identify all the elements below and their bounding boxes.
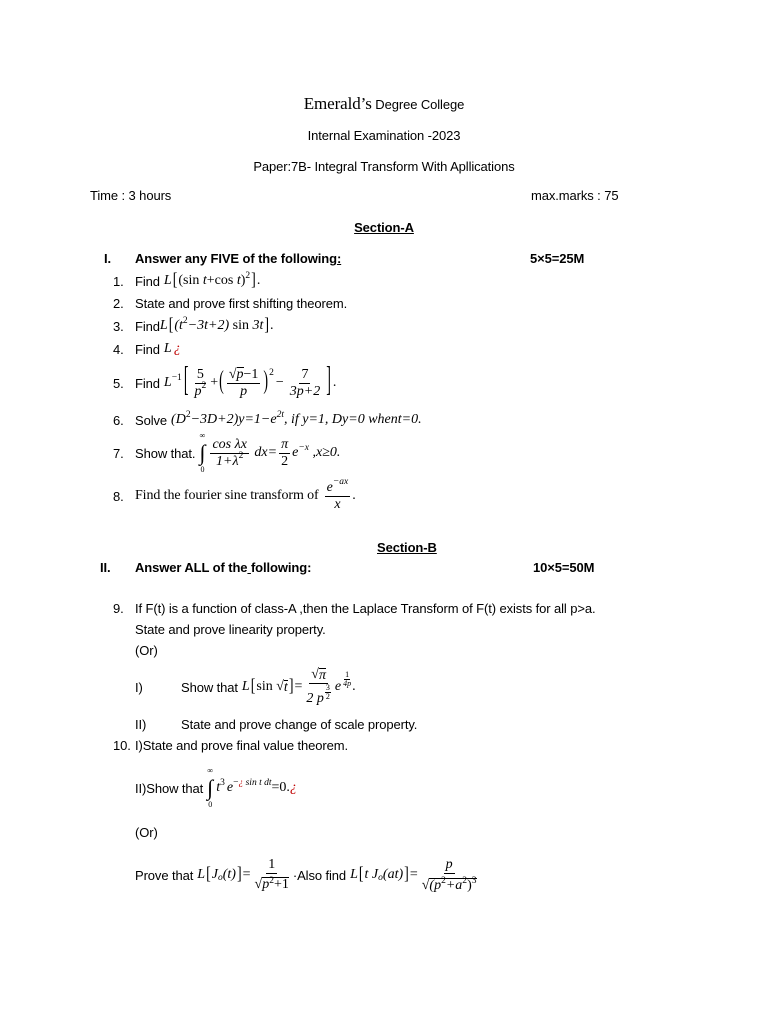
question-5	[0, 360, 336, 406]
exponent: −ax	[332, 477, 349, 488]
radicand-part: +a	[445, 877, 463, 893]
exponent: 2t	[276, 409, 284, 420]
expression-part: ,x≥0.	[308, 445, 341, 460]
math-expression	[163, 363, 337, 401]
missing-glyph-mark: ¿	[173, 341, 181, 356]
question-2	[0, 294, 347, 312]
denominator	[214, 451, 245, 470]
numerator: cos λx	[212, 436, 247, 452]
math-expression	[164, 341, 181, 357]
section-b-title: Section-B	[377, 540, 437, 555]
subscript: o	[217, 873, 223, 884]
exponent: 2	[201, 381, 207, 392]
function-sin: sin	[256, 679, 277, 694]
question-number: 10.	[113, 737, 131, 753]
college-suffix: Degree College	[375, 97, 465, 112]
bessel-function: t J	[364, 867, 379, 882]
laplace-operator: L	[241, 679, 250, 694]
time-label: Time : 3 hours	[90, 188, 172, 203]
question-lead: Show that	[181, 679, 238, 695]
integral-lower-limit: 0	[200, 465, 205, 474]
radicand	[429, 878, 476, 894]
left-bracket: [	[183, 363, 189, 401]
question-6	[0, 411, 422, 429]
exponent: 2	[245, 270, 251, 281]
equals-sign: =	[294, 679, 303, 694]
part-label: I)	[135, 679, 143, 695]
fraction	[420, 857, 479, 894]
section-a-title: Section-A	[354, 220, 414, 235]
exponent: −x	[298, 442, 309, 453]
inverse-exponent: −1	[171, 372, 182, 383]
right-bracket: ]	[236, 865, 242, 884]
exponent-denominator: 2	[325, 692, 330, 702]
question-10-or	[0, 823, 158, 841]
fraction	[325, 477, 351, 513]
question-9-line-2	[0, 620, 326, 638]
question-lead: Show that.	[135, 445, 196, 461]
question-text: State and prove change of scale property.	[181, 716, 418, 732]
exponent: 2	[441, 876, 446, 887]
integral-lower-limit: 0	[208, 800, 213, 809]
left-bracket: [	[168, 316, 174, 335]
right-bracket: ]	[404, 865, 409, 884]
integral-sign: ∫	[207, 775, 214, 800]
exponent-part: sin t dt	[243, 777, 272, 788]
exponent: 2	[269, 368, 274, 379]
question-4	[0, 340, 181, 358]
left-bracket: [	[172, 271, 178, 290]
expression-part: (D	[171, 412, 186, 427]
question-9-part-2	[0, 715, 417, 733]
denominator	[192, 381, 208, 400]
integral-upper-limit: ∞	[207, 766, 214, 775]
exponential-base: e	[326, 479, 333, 495]
question-10	[0, 736, 348, 754]
question-text: State and prove first shifting theorem.	[135, 295, 348, 311]
period: .	[352, 488, 356, 503]
right-bracket: ]	[264, 316, 270, 335]
section-a-marks: 5×5=25M	[530, 251, 585, 266]
period: .	[332, 375, 337, 390]
expression-part: (at)	[382, 867, 404, 882]
denominator	[420, 874, 479, 894]
math-expression	[199, 431, 340, 475]
denominator: 2	[281, 453, 289, 469]
function-sin: sin	[183, 273, 200, 288]
section-a-roman: I.	[104, 251, 112, 266]
fractional-exponent	[325, 684, 331, 701]
integral	[207, 766, 213, 810]
exponent: 3	[471, 876, 477, 887]
exponent: 2	[185, 409, 191, 420]
numerator	[325, 477, 351, 497]
math-expression	[171, 409, 422, 428]
denominator	[304, 684, 333, 707]
expression-part: dx=	[250, 445, 278, 460]
radicand: t	[283, 679, 288, 695]
right-bracket: ]	[288, 677, 294, 696]
function-cos: cos	[214, 273, 234, 288]
question-text: State and prove linearity property.	[135, 621, 326, 637]
radicand: p	[236, 367, 244, 382]
laplace-operator: L	[197, 867, 206, 882]
radicand-part: +1	[273, 877, 289, 892]
college-name: Emerald’s	[303, 94, 372, 113]
question-9-or	[0, 641, 158, 659]
question-lead: Find	[135, 318, 160, 334]
question-lead: Solve	[135, 412, 168, 428]
plus-sign: +	[210, 375, 219, 390]
exponent-part: −	[233, 777, 239, 788]
fraction	[210, 437, 248, 470]
question-8	[0, 476, 356, 516]
integral-upper-limit: ∞	[199, 431, 206, 440]
integral-sign: ∫	[199, 440, 206, 465]
expression-part: 3t	[248, 318, 264, 333]
question-1	[0, 272, 260, 290]
question-number: 2.	[113, 295, 124, 311]
laplace-operator: L	[159, 318, 168, 333]
fraction	[279, 437, 290, 470]
math-expression	[242, 667, 356, 707]
exponent-numerator: 3	[325, 683, 330, 693]
paper-title: Paper:7B- Integral Transform With Apllications	[253, 159, 515, 174]
fraction	[253, 857, 291, 893]
exponential-base: e	[292, 445, 299, 460]
variable: t	[199, 273, 207, 288]
numerator	[227, 367, 261, 384]
fraction	[288, 367, 322, 400]
minus-sign: −	[275, 375, 284, 390]
radicand-part: (p	[429, 877, 442, 893]
sqrt-symbol: √	[311, 667, 319, 682]
question-text: If F(t) is a function of class-A ,then the Laplace Transform of F(t) exists for all p>a.	[135, 600, 596, 616]
sqrt-symbol: √	[254, 877, 263, 892]
math-expression	[197, 857, 293, 893]
fraction	[192, 367, 208, 400]
expression-part: (t)	[222, 867, 236, 882]
denominator: x	[334, 496, 341, 512]
or-separator: (Or)	[135, 824, 158, 840]
or-separator: (Or)	[135, 642, 158, 658]
question-9-part-1	[0, 662, 356, 712]
plus-sign: +	[206, 273, 215, 288]
period: .	[270, 318, 274, 333]
sqrt-symbol: √	[228, 366, 237, 382]
question-number: 6.	[113, 412, 124, 428]
question-lead: Find	[135, 341, 160, 357]
numerator: π	[281, 436, 289, 452]
laplace-operator: L	[163, 341, 172, 356]
left-paren: (	[178, 273, 184, 288]
math-expression	[163, 270, 261, 290]
question-number: 3.	[113, 318, 124, 334]
expression-part: (t	[174, 318, 183, 333]
radicand-part: )	[467, 877, 472, 893]
expression-part: , if y=1, Dy=0 whent=0.	[283, 412, 422, 427]
expression-part: −3t+2)	[187, 318, 230, 333]
question-10-part-2	[0, 766, 297, 810]
question-9	[0, 599, 595, 617]
integral	[199, 431, 205, 475]
right-bracket: ]	[326, 363, 331, 401]
equals-sign: =	[409, 867, 418, 882]
missing-glyph-mark: ¿	[289, 780, 297, 795]
question-lead: Find	[135, 375, 160, 391]
question-10-prove	[0, 852, 481, 898]
sqrt-symbol: √	[276, 679, 284, 694]
function-sin: sin	[229, 318, 249, 333]
equals-sign: =	[242, 867, 251, 882]
laplace-operator: L	[350, 867, 358, 882]
denominator: 3p+2	[289, 383, 321, 399]
question-text: I)State and prove final value theorem.	[135, 737, 348, 753]
period: .	[256, 273, 261, 288]
subscript: o	[378, 873, 383, 884]
denominator-base: 2 p	[306, 690, 324, 706]
exponent-denominator: 4p	[343, 679, 352, 689]
expression-part: −3D+2)y=1−e	[190, 412, 277, 427]
question-number: 8.	[113, 488, 124, 504]
instruction-colon: :	[336, 251, 342, 266]
question-number: 7.	[113, 445, 124, 461]
numerator: 7	[301, 366, 309, 382]
left-bracket: [	[206, 865, 211, 884]
question-number: 9.	[113, 600, 124, 616]
question-lead: Prove that	[135, 867, 194, 883]
laplace-operator: L	[163, 273, 172, 288]
radicand	[262, 877, 289, 893]
math-expression	[350, 857, 480, 894]
question-lead: II)Show that	[135, 780, 204, 796]
radicand-part: p	[262, 877, 270, 892]
exponent: 2	[269, 875, 274, 886]
left-bracket: [	[250, 677, 256, 696]
numerator-rest: −1	[243, 366, 259, 382]
instruction-text: following:	[250, 560, 312, 575]
question-3	[0, 317, 274, 335]
numerator: p	[445, 856, 453, 872]
question-number: 4.	[113, 341, 124, 357]
laplace-operator: L	[163, 375, 172, 390]
math-expression	[159, 315, 274, 335]
left-bracket: [	[358, 865, 364, 884]
question-number: 1.	[113, 273, 124, 289]
denominator-base: p	[194, 383, 202, 399]
fraction	[304, 667, 333, 707]
question-7	[0, 431, 340, 475]
denominator: p	[240, 383, 248, 399]
exponent: 2	[238, 451, 244, 462]
fraction	[227, 367, 261, 400]
right-bracket: ]	[251, 271, 256, 290]
variable: t	[216, 780, 221, 795]
missing-glyph-mark: ¿	[238, 777, 244, 788]
question-number: 5.	[113, 375, 124, 391]
instruction-text: Answer any FIVE of the following	[135, 251, 337, 266]
bessel-function: J	[211, 867, 218, 882]
sqrt-symbol: √	[421, 877, 430, 893]
instruction-text: Answer ALL of the	[135, 560, 248, 575]
right-paren: )	[240, 273, 246, 288]
exam-title: Internal Examination -2023	[307, 128, 461, 143]
period: .	[352, 679, 356, 694]
also-find-text: ·Also find	[292, 867, 347, 883]
exponent: 2	[462, 876, 468, 887]
right-paren: )	[263, 367, 269, 397]
exponent: 2	[182, 315, 188, 326]
exponential-base: e	[334, 679, 342, 694]
exponential-base: e	[226, 780, 234, 795]
fractional-exponent	[342, 671, 352, 688]
expression-part: =0.	[271, 780, 290, 795]
numerator	[309, 667, 328, 684]
section-b-instruction	[135, 559, 311, 577]
radicand: π	[318, 667, 326, 683]
math-expression	[323, 477, 356, 513]
math-expression	[207, 766, 297, 810]
denominator-base: 1+λ	[216, 453, 239, 469]
section-b-roman: II.	[100, 560, 111, 575]
question-lead: Find	[135, 273, 160, 289]
section-b-marks: 10×5=50M	[533, 560, 595, 575]
question-lead: Find the fourier sine transform of	[135, 488, 319, 503]
numerator: 5	[196, 366, 204, 382]
college-heading	[0, 93, 768, 116]
numerator: 1	[268, 857, 276, 872]
left-paren: (	[219, 367, 224, 397]
variable: t	[233, 273, 241, 288]
denominator	[253, 874, 291, 893]
part-label: II)	[135, 716, 147, 732]
exponent: 3	[220, 777, 225, 788]
section-a-instruction	[135, 250, 341, 268]
max-marks-label: max.marks : 75	[531, 188, 619, 203]
exponent-numerator: 1	[345, 670, 350, 680]
